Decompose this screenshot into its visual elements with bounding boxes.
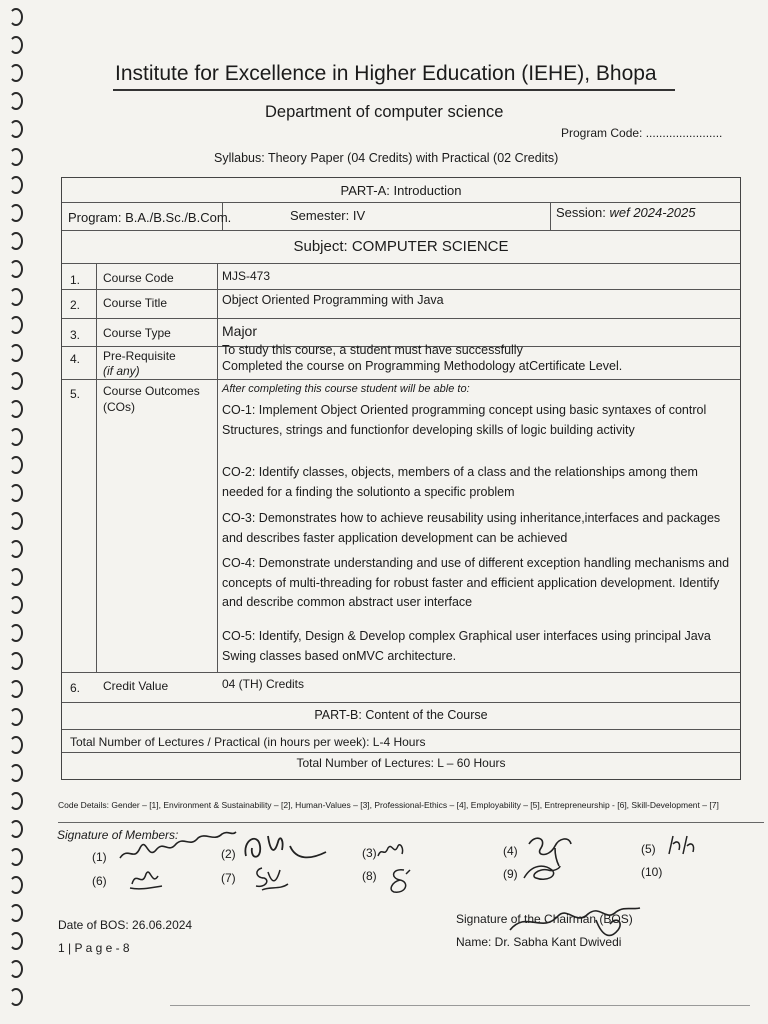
binding-hole (9, 64, 23, 82)
row-divider (62, 289, 740, 290)
subject-heading (62, 238, 740, 255)
part-a-title: Introduction (393, 183, 462, 198)
outcomes-intro: After completing this course student will be able to: (222, 383, 470, 395)
binding-hole (9, 932, 23, 950)
binding-hole (9, 400, 23, 418)
member-1-signature (118, 826, 238, 866)
course-outcome-3: CO-3: Demonstrates how to achieve reusability using inheritance,interfaces and packages and describes faster application development can be achieved (222, 511, 721, 545)
member-number: (6) (92, 874, 107, 888)
row-divider (62, 702, 740, 703)
signature-members-label: Signature of Members: (57, 828, 179, 842)
binding-hole (9, 960, 23, 978)
row-number: 6. (70, 681, 81, 695)
member-9-signature (522, 860, 562, 884)
member-5-signature (665, 832, 697, 858)
row-number: 3. (70, 328, 81, 342)
part-a-heading (62, 183, 740, 198)
binding-hole (9, 624, 23, 642)
binding-hole (9, 596, 23, 614)
syllabus-detail: Theory Paper (04 Credits) with Practical (02 Credits) (267, 151, 559, 165)
row-divider (62, 263, 740, 264)
member-number: (10) (641, 865, 663, 879)
row-divider (62, 752, 740, 753)
binding-hole (9, 820, 23, 838)
part-b-title: Content of the Course (365, 708, 488, 722)
lectures-per-week: Total Number of Lectures / Practical (in hours per week): L-4 Hours (70, 735, 426, 749)
binding-hole (9, 876, 23, 894)
prerequisite-line-2: Completed the course on Programming Methodology atCertificate Level. (222, 359, 623, 373)
part-b-prefix: PART-B: (314, 708, 366, 722)
subject-name: COMPUTER SCIENCE (351, 238, 509, 255)
chairman-name: Name: Dr. Sabha Kant Dwivedi (456, 935, 622, 949)
prerequisite-line-1: To study this course, a student must have successfully (222, 343, 523, 357)
footer-divider (58, 822, 764, 823)
binding-hole (9, 36, 23, 54)
member-3-signature (376, 840, 406, 862)
binding-hole (9, 708, 23, 726)
row-divider (62, 230, 740, 231)
row-number: 5. (70, 387, 81, 401)
course-outcome-1: CO-1: Implement Object Oriented programming concept using basic syntaxes of control Structures, strings and functionfor developing skills of logic building activity (222, 403, 707, 437)
binding-hole (9, 456, 23, 474)
semester-cell: Semester: IV (290, 208, 366, 223)
course-outcomes-note: (COs) (103, 400, 135, 414)
course-type-value: Major (222, 323, 258, 339)
institute-title: Institute for Excellence in Higher Education (IEHE), Bhopa (115, 62, 657, 85)
page-number: 1 | P a g e - 8 (58, 941, 130, 955)
binding-hole (9, 8, 23, 26)
course-code-label: Course Code (103, 271, 174, 285)
member-number: (2) (221, 847, 236, 861)
title-underline (113, 89, 675, 91)
course-outcome-4: CO-4: Demonstrate understanding and use of different exception handling mechanisms and concepts of multi-threading for robust faster and efficient application development. Identify and describe common abstract user interface (222, 556, 730, 609)
member-number: (4) (503, 844, 518, 858)
binding-hole (9, 764, 23, 782)
row-number: 1. (70, 273, 81, 287)
binding-hole (9, 512, 23, 530)
session-label: Session: (556, 205, 610, 220)
binding-hole (9, 260, 23, 278)
member-number: (8) (362, 869, 377, 883)
bos-date: Date of BOS: 26.06.2024 (58, 918, 193, 932)
binding-hole (9, 372, 23, 390)
binding-hole (9, 428, 23, 446)
row-number: 4. (70, 352, 81, 366)
binding-hole (9, 988, 23, 1006)
course-outcome-5: CO-5: Identify, Design & Develop complex Graphical user interfaces using principal Java Swing classes based onMVC architecture. (222, 629, 711, 663)
binding-hole (9, 904, 23, 922)
credit-value: 04 (TH) Credits (222, 677, 305, 691)
course-title-label: Course Title (103, 296, 168, 310)
total-lectures: Total Number of Lectures: L – 60 Hours (296, 756, 506, 770)
binding-hole (9, 316, 23, 334)
row-divider (62, 729, 740, 730)
course-code-value: MJS-473 (222, 269, 271, 283)
binding-hole (9, 680, 23, 698)
member-number: (7) (221, 871, 236, 885)
member-number: (5) (641, 842, 656, 856)
program-code: Program Code: ....................... (561, 126, 723, 140)
row-divider (62, 379, 740, 380)
member-number: (3) (362, 846, 377, 860)
member-2-signature (240, 826, 330, 866)
binding-hole (9, 652, 23, 670)
col-divider (96, 263, 97, 672)
member-6-signature (128, 864, 164, 892)
subject-prefix: Subject: (293, 238, 352, 255)
course-outcome-2: CO-2: Identify classes, objects, members of a class and the relationships among them needed for a finding the solutionto a specific problem (222, 465, 698, 499)
col-divider (217, 263, 218, 672)
course-outcomes-label: Course Outcomes (103, 384, 200, 398)
row-divider (62, 672, 740, 673)
binding-holes (0, 0, 26, 1024)
binding-hole (9, 736, 23, 754)
row-number: 2. (70, 298, 81, 312)
session-value: wef 2024-2025 (609, 205, 696, 220)
binding-hole (9, 148, 23, 166)
page-bottom-edge (170, 1005, 750, 1006)
prerequisite-label: Pre-Requisite (103, 349, 176, 363)
department-title: Department of computer science (265, 103, 504, 121)
syllabus-table (61, 177, 741, 780)
syllabus-prefix: Syllabus: (214, 151, 268, 165)
binding-hole (9, 288, 23, 306)
part-a-prefix: PART-A: (340, 183, 394, 198)
chairman-signature-label: Signature of the Chairman (BOS) (456, 912, 633, 926)
program-cell: Program: B.A./B.Sc./B.Com. (68, 210, 232, 225)
member-number: (1) (92, 850, 107, 864)
binding-hole (9, 792, 23, 810)
session-cell (556, 205, 696, 220)
prerequisite-note: (if any) (103, 364, 140, 378)
binding-hole (9, 848, 23, 866)
binding-hole (9, 92, 23, 110)
row-divider (62, 202, 740, 203)
col-divider (550, 202, 551, 230)
binding-hole (9, 176, 23, 194)
member-7-signature (252, 862, 292, 894)
course-title-value: Object Oriented Programming with Java (222, 293, 444, 307)
binding-hole (9, 540, 23, 558)
code-details: Code Details: Gender – [1], Environment & Sustainability – [2], Human-Values – [3], Professional-Ethics – [4], Employability – [5], Entrepreneurship - [6], Skill-Development – [7] (58, 800, 719, 810)
course-type-label: Course Type (103, 326, 171, 340)
binding-hole (9, 120, 23, 138)
part-b-heading (62, 708, 740, 722)
member-8-signature (386, 866, 414, 896)
credit-value-label: Credit Value (103, 679, 169, 693)
binding-hole (9, 568, 23, 586)
binding-hole (9, 232, 23, 250)
binding-hole (9, 204, 23, 222)
member-number: (9) (503, 867, 518, 881)
binding-hole (9, 344, 23, 362)
row-divider (62, 318, 740, 319)
chairman-signature (506, 900, 646, 944)
syllabus-line (214, 151, 558, 165)
binding-hole (9, 484, 23, 502)
